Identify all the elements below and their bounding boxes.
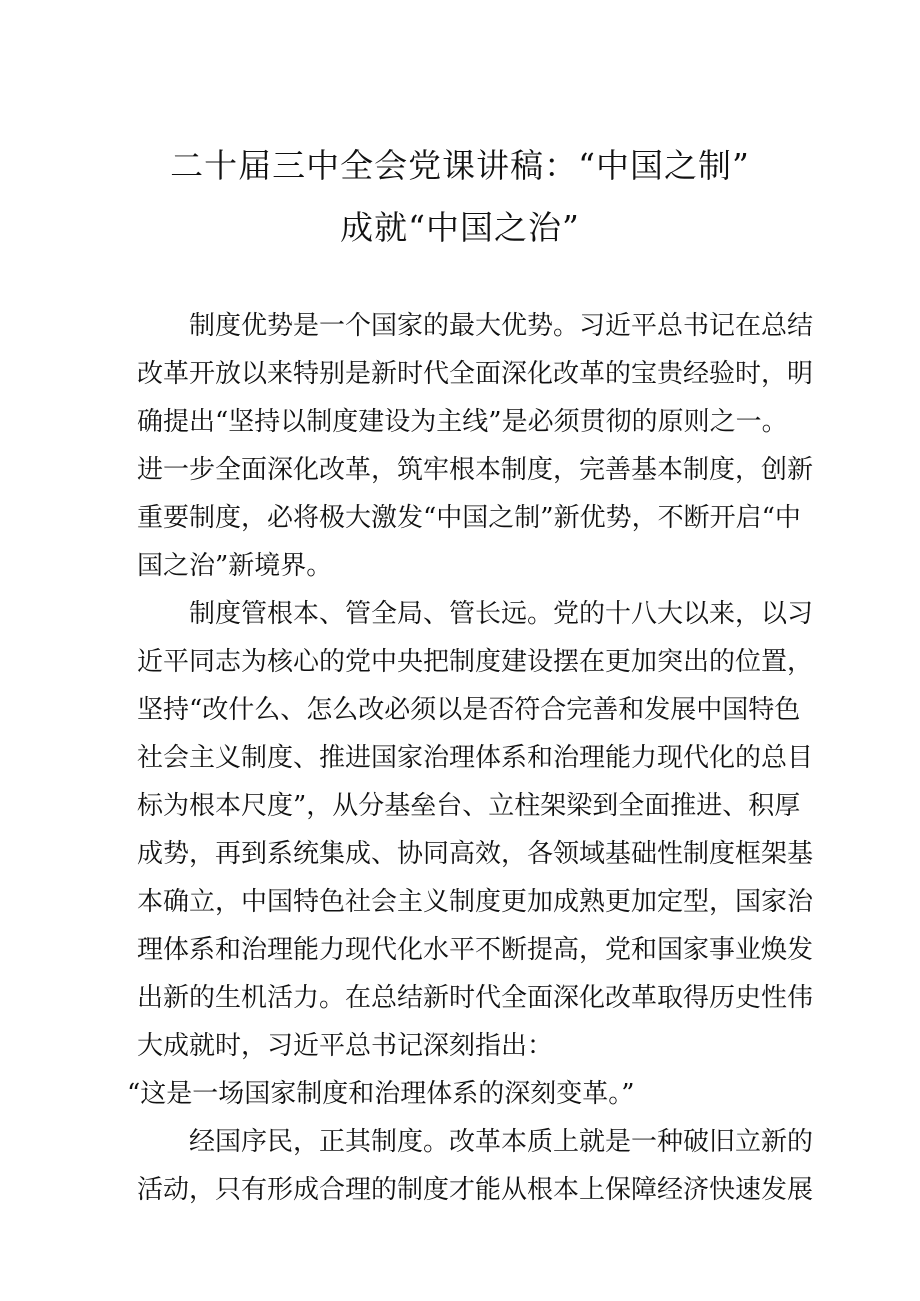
paragraph-3-line-1: 经国序民，正其制度。改革本质上就是一种破旧立新的 bbox=[189, 1127, 814, 1157]
quotation-line: “这是一场国家制度和治理体系的深刻变革。” bbox=[127, 1079, 635, 1109]
title-line-1: 二十届三中全会党课讲稿：“中国之制” bbox=[170, 146, 750, 185]
paragraph-2-line-10: 大成就时，习近平总书记深刻指出： bbox=[137, 1031, 554, 1061]
paragraph-1-line-2: 改革开放以来特别是新时代全面深化改革的宝贵经验时，明 bbox=[137, 359, 814, 389]
paragraph-2-line-9: 出新的生机活力。在总结新时代全面深化改革取得历史性伟 bbox=[137, 983, 814, 1013]
paragraph-2-line-3: 坚持“改什么、怎么改必须以是否符合完善和发展中国特色 bbox=[137, 695, 801, 725]
paragraph-2-line-4: 社会主义制度、推进国家治理体系和治理能力现代化的总目 bbox=[137, 743, 814, 773]
paragraph-3-line-2: 活动，只有形成合理的制度才能从根本上保障经济快速发展 bbox=[137, 1175, 814, 1205]
paragraph-2-line-1: 制度管根本、管全局、管长远。党的十八大以来，以习 bbox=[189, 599, 814, 629]
paragraph-1-line-1: 制度优势是一个国家的最大优势。习近平总书记在总结 bbox=[189, 311, 814, 341]
paragraph-1-line-3: 确提出“坚持以制度建设为主线”是必须贯彻的原则之一。 bbox=[137, 407, 788, 437]
document-body bbox=[127, 302, 814, 1214]
paragraph-2-line-2: 近平同志为核心的党中央把制度建设摆在更加突出的位置， bbox=[137, 647, 814, 677]
paragraph-1-line-5: 重要制度，必将极大激发“中国之制”新优势，不断开启“中 bbox=[137, 503, 801, 533]
paragraph-2-line-7: 本确立，中国特色社会主义制度更加成熟更加定型，国家治 bbox=[137, 887, 814, 917]
paragraph-2-line-5: 标为根本尺度”，从分基垒台、立柱架梁到全面推进、积厚 bbox=[137, 791, 801, 821]
title-line-2: 成就“中国之治” bbox=[340, 208, 580, 247]
paragraph-2-line-6: 成势，再到系统集成、协同高效，各领域基础性制度框架基 bbox=[137, 839, 814, 869]
paragraph-1-line-4: 进一步全面深化改革，筑牢根本制度，完善基本制度，创新 bbox=[137, 455, 814, 485]
paragraph-1-line-6: 国之治”新境界。 bbox=[137, 551, 333, 581]
paragraph-2-line-8: 理体系和治理能力现代化水平不断提高，党和国家事业焕发 bbox=[137, 935, 814, 965]
